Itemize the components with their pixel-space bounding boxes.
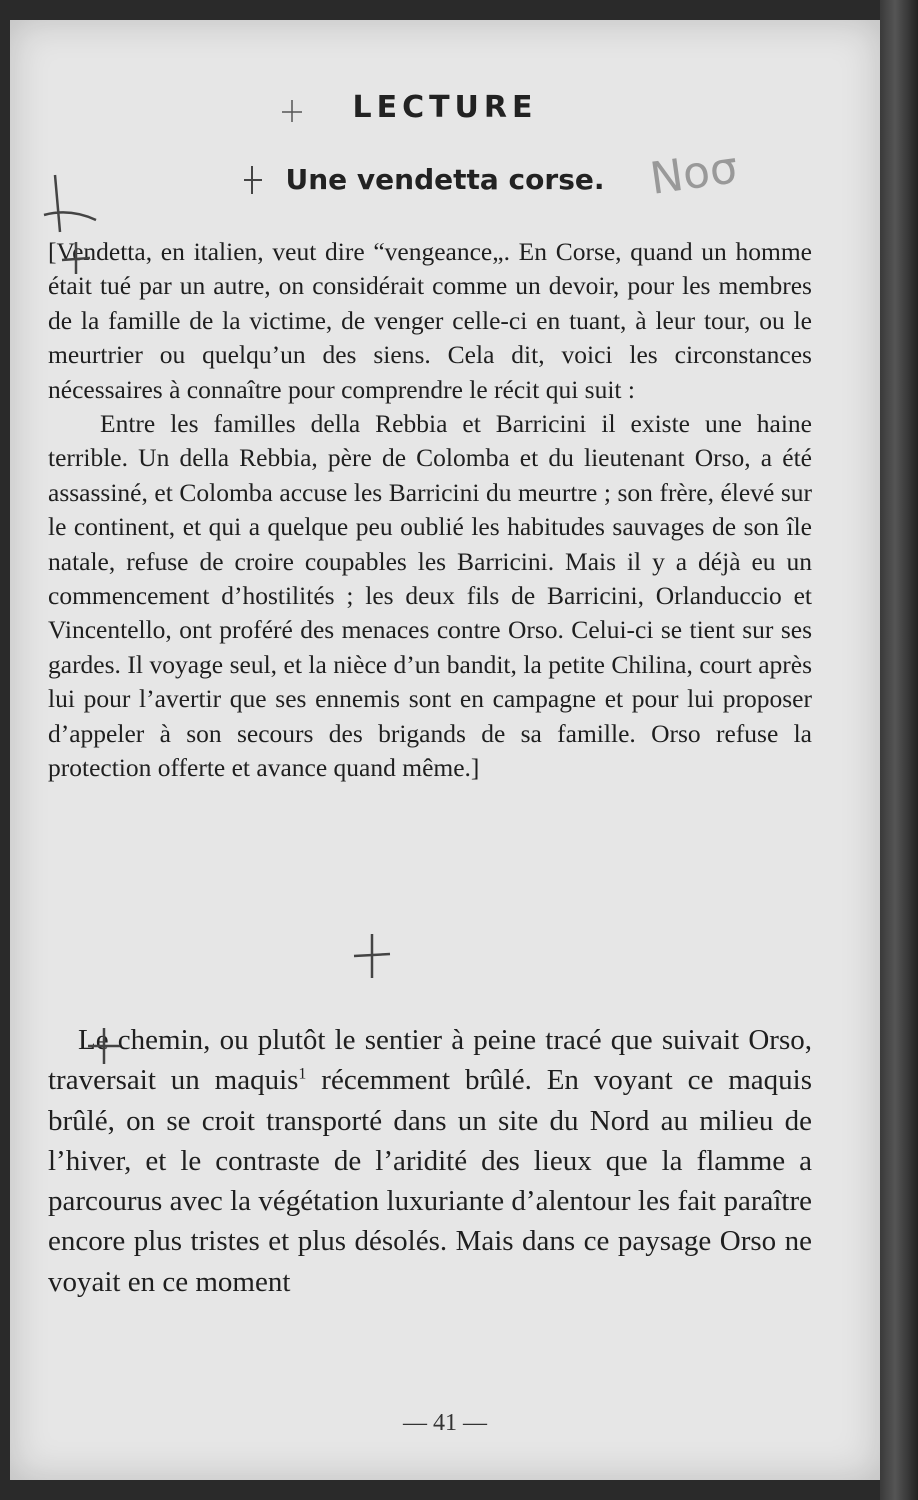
intro-end-cross-mark-icon	[352, 930, 392, 980]
narrative-paragraph	[48, 1020, 812, 1302]
pencil-note-top-right: Νοσ	[646, 142, 741, 205]
footnote-reference: 1	[298, 1065, 307, 1083]
section-heading: LECTURE	[352, 90, 538, 125]
intro-paragraph-2: Entre les familles della Rebbia et Barricini il existe une haine terrible. Un della Rebbia, père de Colomba et du lieutenant Orso, a été assassiné, et Colomba accuse les Barricini du meurtre ; son frère, élevé sur le continent, et qui a quelque peu oublié les habitudes sauvages de son île natale, refuse de croire coupables les Barricini. Mais il y a déjà eu un commencement d’hostilités ; les deux fils de Barricini, Orlanduccio et Vincentello, ont proféré des menaces contre Orso. Celui-ci se tient sur ses gardes. Il voyage seul, et la nièce d’un bandit, la petite Chilina, court après lui pour l’avertir que ses ennemis sont en campagne et pour lui proposer d’appeler à son secours des brigands de sa famille. Orso refuse la protection offerte et avance quand même.]	[48, 409, 812, 783]
intro-paragraph-1: [Vendetta, en italien, veut dire “vengeance„. En Corse, quand un homme était tué par un autre, on considérait comme un devoir, pour les membres de la famille de la victime, de venger celle-ci en tuant, à leur tour, ou le meurtrier ou quelqu’un des siens. Cela dit, voici les circonstances nécessaires à connaître pour comprendre le récit qui suit :	[48, 237, 812, 404]
book-page	[10, 20, 886, 1480]
story-title: Une vendetta corse.	[285, 163, 605, 196]
page-number: — 41 —	[403, 1410, 487, 1436]
narrative-text-start: Le chemin, ou plutôt le sentier à peine tracé que suivait Orso, traversait un maquis	[48, 1024, 812, 1097]
intro-summary	[48, 235, 812, 786]
narrative-text	[48, 1020, 812, 1302]
narrative-text-rest: récemment brûlé. En voyant ce maquis brûlé, on se croit transporté dans un site du Nord au milieu de l’hiver, et le contraste de l’aridité des lieux que la flamme a parcourus avec la végétation luxuriante d’alentour les fait paraître encore plus tristes et plus désolés. Mais dans ce paysage Orso ne voyait en ce moment	[48, 1064, 812, 1298]
binding-edge	[880, 0, 918, 1500]
